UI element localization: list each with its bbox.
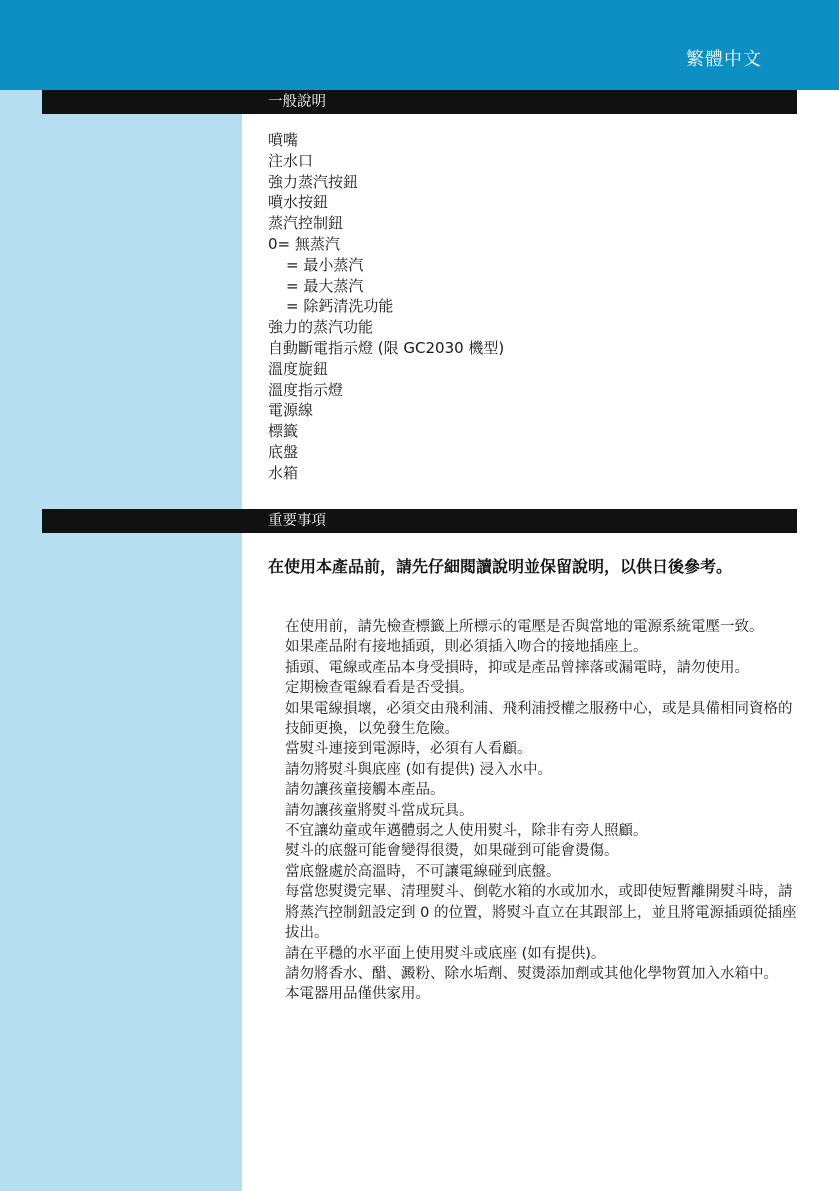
parts-list-item: 水箱: [268, 463, 299, 482]
section-title-important: 重要事項: [268, 513, 326, 529]
section-bar-important: [42, 509, 797, 533]
parts-list-item: = 最大蒸汽: [286, 276, 364, 295]
warning-item: 定期檢查電線看看是否受損。: [285, 680, 474, 697]
parts-list-item: 自動斷電指示燈 (限 GC2030 機型): [268, 338, 505, 357]
parts-list-item: 標籤: [268, 422, 299, 441]
important-intro: 在使用本產品前，請先仔細閱讀說明並保留說明，以供日後參考。: [268, 557, 733, 576]
parts-list-item: = 除鈣清洗功能: [286, 297, 394, 316]
section-title-general: 一般說明: [268, 94, 326, 110]
warning-item: 在使用前，請先檢查標籤上所標示的電壓是否與當地的電源系統電壓一致。: [285, 619, 764, 635]
parts-list-item: 溫度指示燈: [268, 380, 344, 399]
warning-item: 請勿將香水、醋、澱粉、除水垢劑、熨燙添加劑或其他化學物質加入水箱中。: [285, 965, 778, 982]
parts-list-item: 電源線: [268, 401, 314, 420]
parts-list-item: 底盤: [268, 442, 299, 461]
parts-list-item: 強力蒸汽按鈕: [268, 172, 359, 191]
parts-list-item: 噴嘴: [268, 131, 299, 149]
warning-item: 本電器用品僅供家用。: [285, 986, 430, 1003]
warning-item: 請勿讓孩童將熨斗當成玩具。: [285, 802, 474, 819]
warning-item: 如果產品附有接地插頭，則必須插入吻合的接地插座上。: [285, 639, 648, 656]
parts-list-item: 噴水按鈕: [268, 193, 329, 212]
section-bar-general: [42, 90, 797, 114]
parts-list-item: 蒸汽控制鈕: [268, 214, 344, 233]
warning-item: 不宜讓幼童或年邁體弱之人使用熨斗，除非有旁人照顧。: [285, 823, 648, 840]
parts-list-item: = 最小蒸汽: [286, 255, 364, 274]
parts-list: [268, 130, 504, 484]
warning-item: 熨斗的底盤可能會變得很燙，如果碰到可能會燙傷。: [285, 843, 619, 860]
warning-item: 當底盤處於高溫時，不可讓電線碰到底盤。: [285, 863, 561, 880]
warning-item: 每當您熨燙完畢、清理熨斗、倒乾水箱的水或加水，或即使短暫離開熨斗時，請將蒸汽控制鈕設定到 0 的位置，將熨斗直立在其跟部上，並且將電源插頭從插座拔出。: [285, 884, 797, 942]
parts-list-item: 強力的蒸汽功能: [268, 318, 374, 337]
header-band: [0, 0, 839, 90]
warning-item: 如果電線損壞，必須交由飛利浦、飛利浦授權之服務中心，或是具備相同資格的技師更換，以免發生危險。: [285, 700, 793, 738]
left-sidebar-band: [0, 90, 242, 1191]
warning-item: 請勿將熨斗與底座 (如有提供) 浸入水中。: [285, 761, 553, 778]
warnings-list: [268, 617, 800, 1005]
warning-item: 插頭、電線或產品本身受損時，抑或是產品曾摔落或漏電時，請勿使用。: [285, 659, 749, 676]
language-label: 繁體中文: [686, 49, 762, 70]
warning-item: 請勿讓孩童接觸本產品。: [285, 782, 445, 799]
parts-list-item: 0= 無蒸汽: [268, 234, 340, 253]
parts-list-item: 注水口: [268, 151, 314, 170]
warning-item: 當熨斗連接到電源時，必須有人看顧。: [285, 741, 532, 758]
parts-list-item: 溫度旋鈕: [268, 359, 329, 378]
warning-item: 請在平穩的水平面上使用熨斗或底座 (如有提供)。: [285, 945, 606, 962]
